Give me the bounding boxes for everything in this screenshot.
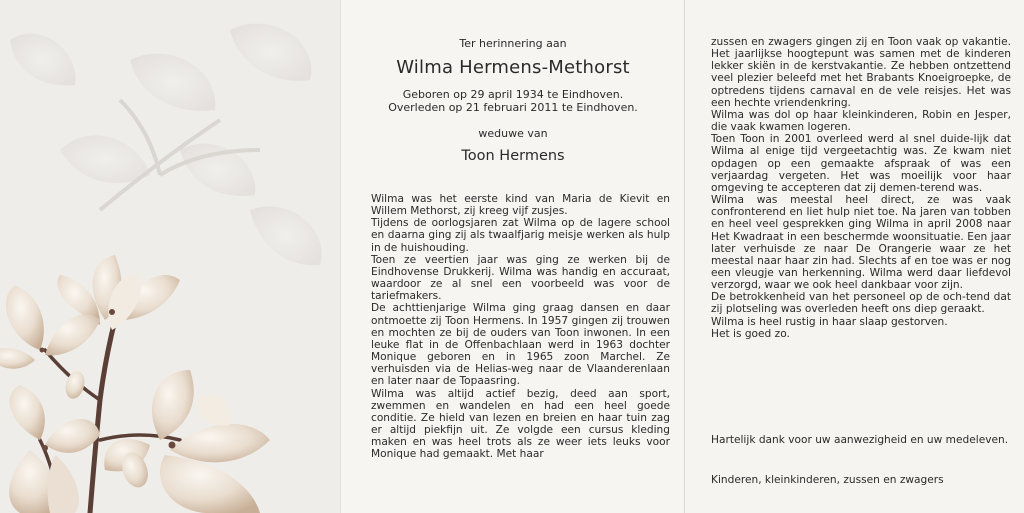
biography-paragraph: Toen Toon in 2001 overleed werd al snel duide-lijk dat Wilma al enige tijd vergeetachtig was. Ze kwam niet opdagen op een gemaakte afspraak of was een verjaardag vergeten. Het was moeilijk voor haar omgeving te accepteren dat zij demen-terend was.: [711, 133, 1011, 194]
biography-paragraph: Wilma was dol op haar kleinkinderen, Robin en Jesper, die vaak kwamen logeren.: [711, 108, 1011, 134]
biography-paragraph: De betrokkenheid van het personeel op de och-tend dat zij plotseling was overleden heeft ons diep geraakt.: [711, 291, 1011, 316]
biography-paragraph: Wilma was altijd actief bezig, deed aan sport, zwemmen en wandelen en had een heel goede conditie. Ze hield van lezen en breien en haar tuin zag er altijd piekfijn uit. Ze volgde een cursus kleding maken en was heel trots als ze weer iets leuks voor Monique had gemaakt. Met haar: [371, 387, 670, 461]
biography-paragraph: Toen ze veertien jaar was ging ze werken bij de Eindhovense Drukkerij. Wilma was handig en accuraat, waardoor ze al snel een voorbeeld was voor de tariefmakers.: [371, 253, 670, 303]
magnolia-photo: [0, 0, 340, 513]
biography-paragraph: Wilma was meestal heel direct, ze was vaak confronterend en liet hulp niet toe. Na jaren van tobben en heel veel gesprekken ging Wilma in april 2008 naar Het Kwadraat in een beschermde woonsituatie. Een jaar later verhuisde ze naar De Orangerie waar ze het meestal naar haar zin had. Slechts af en toe was er nog een vleugje van herkenning. Wilma werd daar liefdevol verzorgd, waar we ook heel dankbaar voor zijn.: [711, 194, 1011, 292]
magnolia-illustration: [0, 0, 340, 513]
biography-paragraph: Wilma is heel rustig in haar slaap gestorven.: [711, 315, 948, 328]
family-signature: Kinderen, kleinkinderen, zussen en zwagers: [711, 474, 944, 486]
life-dates: [341, 88, 685, 114]
biography-paragraph: Het is goed zo.: [711, 327, 790, 340]
memorial-right-page: [684, 0, 1024, 513]
biography-paragraph: zussen en zwagers gingen zij en Toon vaak op vakantie. Het jaarlijkse hoogtepunt was samen met de kinderen lekker skiën in de kerstvakantie. Ze hebben ontzettend veel plezier beleefd met het Brabants Knoeigroepke, de optredens tijdens carnaval en de vele reisjes. Het was een hechte vriendenkring.: [711, 36, 1011, 109]
deceased-name: Wilma Hermens-Methorst: [396, 57, 630, 78]
memorial-middle-page: [340, 0, 684, 513]
biography-paragraph: De achttienjarige Wilma ging graag dansen en daar ontmoette zij Toon Hermens. In 1957 gingen zij trouwen en mochten ze bij de ouders van Toon inwonen. In een leuke flat in de Offenbachlaan werd in 1963 dochter Monique geboren en in 1965 zoon Marchel. Ze verhuisden via de Helias-weg naar de Vlaanderenlaan en later naar de Topaasring.: [371, 302, 670, 388]
spouse-name: Toon Hermens: [461, 148, 565, 164]
thanks-text: Hartelijk dank voor uw aanwezigheid en uw medeleven.: [711, 434, 1009, 446]
widow-of-label: weduwe van: [478, 127, 548, 140]
intro-text: Ter herinnering aan: [459, 37, 567, 50]
birth-date: Geboren op 29 april 1934 te Eindhoven.: [402, 88, 624, 101]
death-date: Overleden op 21 februari 2011 te Eindhoven.: [388, 101, 638, 114]
biography-right: [711, 36, 1011, 340]
biography-paragraph: Wilma was het eerste kind van Maria de Kievit en Willem Methorst, zij kreeg vijf zusjes.: [371, 193, 670, 218]
biography-left: [371, 193, 670, 460]
biography-paragraph: Tijdens de oorlogsjaren zat Wilma op de lagere school en daarna ging zij als twaalfjarig meisje werken als hulp in de huishouding.: [371, 217, 670, 254]
